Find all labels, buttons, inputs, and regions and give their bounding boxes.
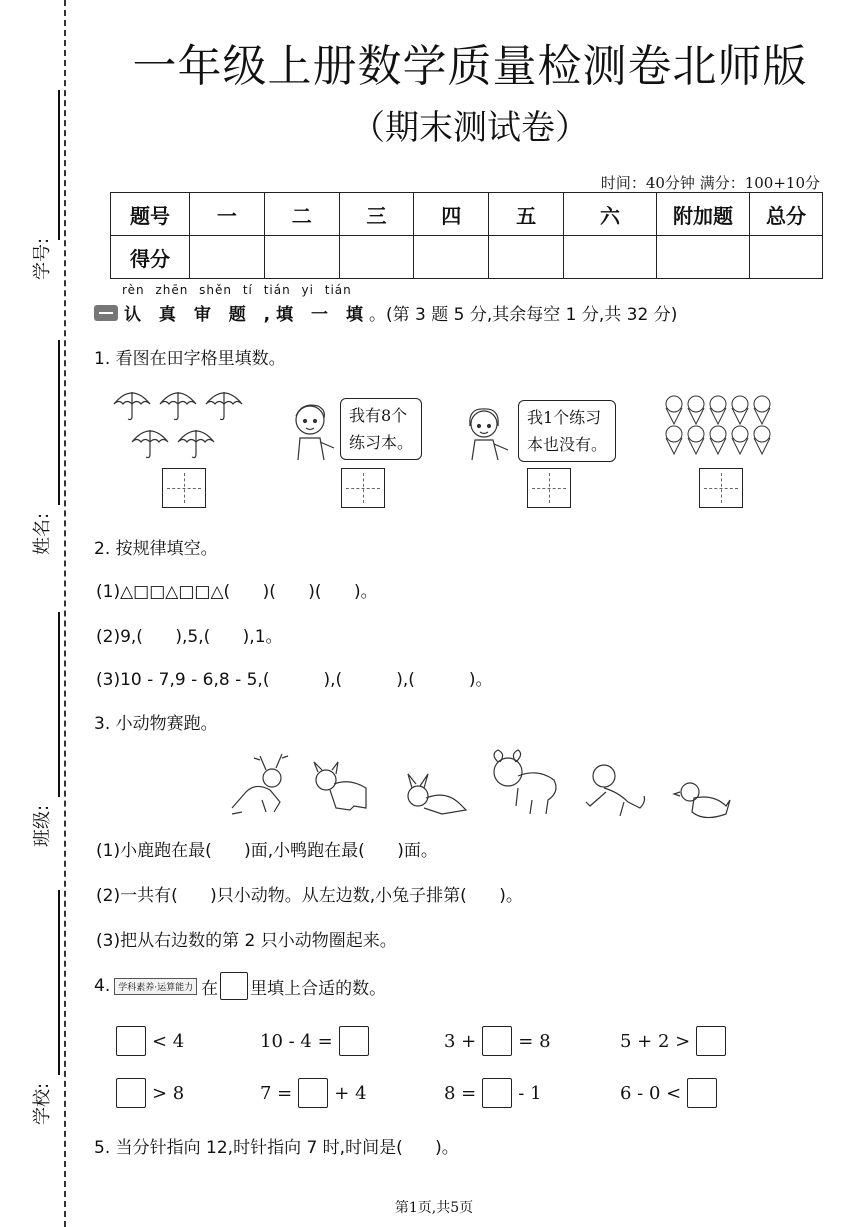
question-4-text-before: 在: [201, 978, 219, 999]
question-1: 1. 看图在田字格里填数。: [94, 349, 286, 369]
question-5[interactable]: 5. 当分针指向 12,时针指向 7 时,时间是( )。: [94, 1138, 459, 1158]
score-input-cell[interactable]: [564, 236, 657, 279]
sheep-icon: [494, 750, 556, 814]
inequality-item: [444, 1078, 542, 1108]
tianzige-box-boy[interactable]: [341, 468, 385, 508]
inequality-text: + 4: [334, 1082, 367, 1104]
dog-icon: [314, 762, 366, 810]
inequality-item: [116, 1026, 184, 1056]
question-2-part-2[interactable]: (2)9,( ),5,( ),1。: [96, 627, 283, 647]
page-subtitle: （期末测试卷）: [351, 108, 589, 148]
section-note: 。(第 3 题 5 分,其余每空 1 分,共 32 分): [368, 305, 678, 325]
school-label: 学校:: [32, 1082, 53, 1125]
girl-speech-bubble: 我1个练习 本也没有。: [518, 400, 616, 462]
answer-box-sample: [220, 972, 248, 1000]
score-table: [110, 192, 823, 279]
inequality-item: [620, 1026, 726, 1056]
table-cell: 一: [190, 193, 265, 236]
inequality-text: 8 =: [444, 1082, 477, 1104]
score-input-cell[interactable]: [339, 236, 414, 279]
table-cell: 题号: [111, 193, 190, 236]
tianzige-box-umbrellas[interactable]: [162, 468, 206, 508]
score-input-cell[interactable]: [264, 236, 339, 279]
answer-box[interactable]: [687, 1078, 717, 1108]
question-2-part-1[interactable]: (1)△□□△□□△( )( )( )。: [96, 582, 378, 602]
answer-box[interactable]: [482, 1078, 512, 1108]
inequality-item: [260, 1078, 367, 1108]
inequality-text: > 8: [152, 1082, 185, 1104]
inequality-text: - 1: [518, 1082, 542, 1104]
racing-animals-image: [222, 752, 742, 822]
answer-box[interactable]: [116, 1026, 146, 1056]
table-cell: 二: [264, 193, 339, 236]
question-3-part-2[interactable]: (2)一共有( )只小动物。从左边数,小兔子排第( )。: [96, 886, 523, 906]
inequality-text: 10 - 4 =: [260, 1030, 333, 1052]
question-3-part-1[interactable]: (1)小鹿跑在最( )面,小鸭跑在最( )面。: [96, 841, 438, 861]
score-input-cell[interactable]: [489, 236, 564, 279]
inequality-text: = 8: [518, 1030, 551, 1052]
score-input-cell[interactable]: [190, 236, 265, 279]
table-cell: 得分: [111, 236, 190, 279]
skill-tag: 学科素养·运算能力: [114, 978, 197, 995]
dashed-cut-line: [64, 0, 66, 1227]
question-2-part-3[interactable]: (3)10 - 7,9 - 6,8 - 5,( ),( ),( )。: [96, 670, 493, 690]
class-field: [18, 612, 62, 852]
time-score-info: 时间：40分钟 满分：100+10分: [600, 174, 820, 192]
monkey-icon: [586, 765, 645, 816]
score-table-score-row: [111, 236, 823, 279]
school-line[interactable]: [58, 890, 60, 1075]
page-footer: 第1页,共5页: [394, 1200, 474, 1216]
answer-box[interactable]: [696, 1026, 726, 1056]
inequality-item: [260, 1026, 369, 1056]
ice-cream-cones-icon: [664, 396, 776, 458]
inequality-text: < 4: [152, 1030, 185, 1052]
student-id-label: 学号:: [32, 237, 53, 280]
deer-icon: [232, 754, 288, 814]
inequality-item: [444, 1026, 551, 1056]
duck-icon: [674, 783, 730, 818]
student-id-field: [18, 90, 62, 290]
inequality-text: 7 =: [260, 1082, 293, 1104]
answer-box[interactable]: [482, 1026, 512, 1056]
question-3: 3. 小动物赛跑。: [94, 714, 218, 734]
student-id-line[interactable]: [58, 90, 60, 240]
score-table-header-row: [111, 193, 823, 236]
table-cell: 三: [339, 193, 414, 236]
name-label: 姓名:: [32, 512, 53, 555]
answer-box[interactable]: [339, 1026, 369, 1056]
table-cell: 六: [564, 193, 657, 236]
tianzige-box-girl[interactable]: [527, 468, 571, 508]
score-input-cell[interactable]: [750, 236, 823, 279]
rabbit-icon: [408, 774, 466, 814]
umbrellas-icon: [112, 386, 252, 466]
question-3-part-3: (3)把从右边数的第 2 只小动物圈起来。: [96, 931, 397, 951]
girl-icon: [462, 404, 514, 462]
section-title: 认 真 审 题 ,填 一 填: [124, 305, 369, 325]
class-label: 班级:: [32, 804, 53, 847]
class-line[interactable]: [58, 612, 60, 797]
question-4-number: 4.: [94, 976, 111, 996]
inequality-text: 6 - 0 <: [620, 1082, 682, 1104]
score-input-cell[interactable]: [657, 236, 750, 279]
answer-box[interactable]: [298, 1078, 328, 1108]
section-pinyin: rèn zhēn shěn tí tián yi tián: [122, 283, 352, 297]
question-4: [94, 972, 386, 1000]
inequality-text: 3 +: [444, 1030, 477, 1052]
boy-speech-bubble: 我有8个 练习本。: [340, 398, 422, 460]
inequality-item: [116, 1078, 184, 1108]
tianzige-box-ice-cream[interactable]: [699, 468, 743, 508]
inequality-item: [620, 1078, 717, 1108]
table-cell: 五: [489, 193, 564, 236]
answer-box[interactable]: [116, 1078, 146, 1108]
question-4-text-after: 里填上合适的数。: [250, 978, 387, 999]
school-field: [18, 890, 62, 1130]
page-title: 一年级上册数学质量检测卷北师版: [132, 41, 808, 92]
inequality-text: 5 + 2 >: [620, 1030, 691, 1052]
section-heading: [94, 300, 677, 325]
name-line[interactable]: [58, 340, 60, 505]
boy-icon: [288, 400, 340, 462]
score-input-cell[interactable]: [414, 236, 489, 279]
table-cell: 附加题: [657, 193, 750, 236]
question-2: 2. 按规律填空。: [94, 539, 218, 559]
table-cell: 四: [414, 193, 489, 236]
name-field: [18, 340, 62, 560]
table-cell: 总分: [750, 193, 823, 236]
section-one-badge-icon: [94, 305, 118, 321]
